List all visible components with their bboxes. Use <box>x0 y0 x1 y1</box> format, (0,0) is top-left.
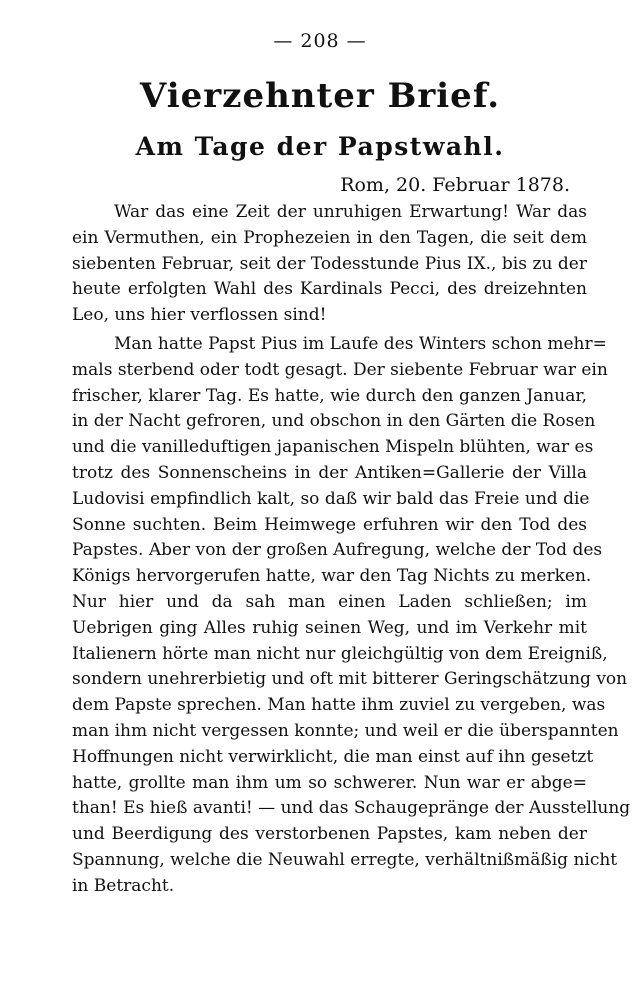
text-line: frischer, klarer Tag. Es hatte, wie durch den ganzen Januar, <box>72 385 587 406</box>
text-line: Spannung, welche die Neuwahl erregte, verhältnißmäßig nicht <box>72 849 618 870</box>
text-line: Hoffnungen nicht verwirklicht, die man einst auf ihn gesetzt <box>72 746 594 767</box>
text-line: Königs hervorgerufen hatte, war den Tag Nichts zu merken. <box>72 566 592 587</box>
section-title: Am Tage der Papstwahl. <box>135 132 505 161</box>
paragraph-1 <box>72 200 587 329</box>
text-line: und die vanilleduftigen japanischen Mispeln blühten, war es <box>72 437 594 458</box>
text-line: Papstes. Aber von der großen Aufregung, welche der Tod des <box>72 540 603 561</box>
text-line: heute erfolgten Wahl des Kardinals Pecci, des dreizehnten <box>72 279 587 300</box>
text-line: Leo, uns hier verflossen sind! <box>72 305 327 326</box>
text-line: sondern unehrerbietig und oft mit bitterer Geringschätzung von <box>72 669 628 690</box>
text-line: und Beerdigung des verstorbenen Papstes, kam neben der <box>72 824 587 845</box>
text-line: War das eine Zeit der unruhigen Erwartung! War das <box>114 202 587 222</box>
text-line: ein Vermuthen, ein Prophezeien in den Tagen, die seit dem <box>72 227 587 248</box>
text-line: in der Nacht gefroren, und obschon in den Gärten die Rosen <box>72 411 596 432</box>
text-line: Italienern hörte man nicht nur gleichgültig von dem Ereigniß, <box>72 643 608 664</box>
letter-body <box>72 200 631 900</box>
text-line: trotz des Sonnenscheins in der Antiken=Gallerie der Villa <box>72 462 587 483</box>
text-line: Uebrigen ging Alles ruhig seinen Weg, und im Verkehr mit <box>72 617 587 638</box>
paragraph-2 <box>72 332 631 900</box>
text-line: than! Es hieß avanti! — und das Schaugepränge der Ausstellung <box>72 798 631 819</box>
text-line: mals sterbend oder todt gesagt. Der siebente Februar war ein <box>72 359 608 380</box>
page-number: — 208 — <box>273 30 367 52</box>
text-line: hatte, grollte man ihm um so schwerer. Nun war er abge= <box>72 772 587 793</box>
text-line: in Betracht. <box>72 875 175 896</box>
text-line: Man hatte Papst Pius im Laufe des Winters schon mehr= <box>114 333 607 354</box>
text-line: Ludovisi empfindlich kalt, so daß wir bald das Freie und die <box>72 488 590 509</box>
text-line: man ihm nicht vergessen konnte; und weil er die überspannten <box>72 720 619 741</box>
text-line: Sonne suchten. Beim Heimwege erfuhren wir den Tod des <box>72 514 587 535</box>
dateline: Rom, 20. Februar 1878. <box>340 174 570 196</box>
chapter-title: Vierzehnter Brief. <box>139 76 501 116</box>
text-line: dem Papste sprechen. Man hatte ihm zuviel zu vergeben, was <box>72 695 606 716</box>
text-line: Nur hier und da sah man einen Laden schließen; im <box>72 591 587 612</box>
text-line: siebenten Februar, seit der Todesstunde Pius IX., bis zu der <box>72 253 587 274</box>
